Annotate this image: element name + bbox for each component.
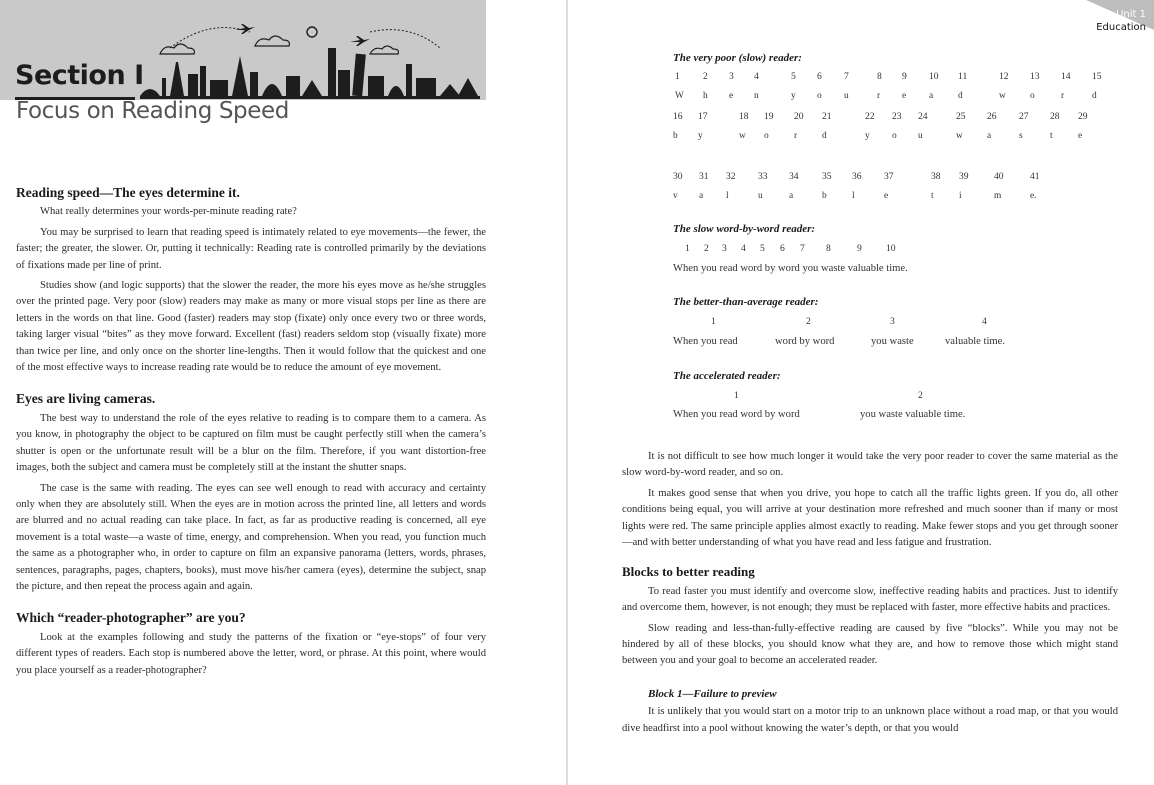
fixation-number: 32 [726,171,736,182]
fixation-letter: e [884,191,889,201]
fixation-number: 4 [754,71,759,82]
paragraph: It makes good sense that when you drive, you hope to catch all the traffic lights green. If you do, all other conditions being equal, you will arrive at your destination more refreshed and much sooner than if many or most lights were red. The same principle applies almost exactly to reading. Make fewer stops and you get through sooner—and with better understanding of what you have read and less fatigue and frustration. [622,487,1118,549]
fixation-number: 5 [760,243,765,254]
fixation-letter: b [673,131,678,141]
fixation-number: 7 [844,71,849,82]
fixation-number: 16 [673,111,683,122]
fixation-chunk: When you read [673,336,738,347]
fixation-number: 3 [890,316,895,327]
fixation-letter: h [703,91,708,101]
fixation-letter: u [758,191,763,201]
left-column-text [16,185,486,683]
fixation-chunk: valuable time. [945,336,1006,347]
fixation-number: 1 [675,71,680,82]
fixation-letter: t [931,191,934,201]
fixation-chunk: When you read word by word [673,409,800,420]
heading-blocks: Blocks to better reading [622,564,755,580]
fixation-number: 26 [987,111,997,122]
fixation-number: 10 [929,71,939,82]
fixation-letter: n [754,91,759,101]
fixation-number: 30 [673,171,683,182]
fixation-letter: e [1078,131,1083,141]
fixation-letter: y [698,131,703,141]
fixation-number: 15 [1092,71,1102,82]
fixation-number: 39 [959,171,969,182]
fixation-letter: l [726,191,729,201]
heading-block-1: Block 1—Failure to preview [648,687,777,700]
fixation-number: 23 [892,111,902,122]
fixation-letter: e. [1030,191,1037,201]
heading-eyes-cameras: Eyes are living cameras. [16,391,156,407]
fixation-letter: l [852,191,855,201]
skyline-illustration [140,18,480,100]
fixation-number: 9 [902,71,907,82]
fixation-number: 11 [958,71,968,82]
very-poor-reader-title: The very poor (slow) reader: [673,52,802,64]
fixation-number: 22 [865,111,875,122]
fixation-number: 37 [884,171,894,182]
fixation-letter: v [673,191,678,201]
fixation-letter: w [956,131,963,141]
fixation-letter: e [729,91,734,101]
fixation-number: 10 [886,243,896,254]
fixation-letter: o [1030,91,1035,101]
fixation-number: 18 [739,111,749,122]
slow-reader-title: The slow word-by-word reader: [673,223,816,235]
heading-reader-photographer: Which “reader-photographer” are you? [16,610,246,626]
fixation-letter: o [817,91,822,101]
fixation-letter: t [1050,131,1053,141]
fixation-number: 5 [791,71,796,82]
fixation-number: 36 [852,171,862,182]
paragraph: To read faster you must identify and overcome slow, ineffective reading habits and practices. Just to identify and overcome them, however, is not enough; they must be replaced with faster, more effective habits and practices. [622,585,1118,614]
fixation-number: 4 [982,316,987,327]
fixation-letter: W [675,91,684,101]
fixation-letter: a [699,191,704,201]
fixation-number: 4 [741,243,746,254]
fixation-number: 24 [918,111,928,122]
fixation-number: 1 [734,390,739,401]
fixation-number: 8 [826,243,831,254]
fixation-letter: r [794,131,798,141]
fixation-number: 27 [1019,111,1029,122]
fixation-letter: w [999,91,1006,101]
fixation-number: 3 [722,243,727,254]
fixation-number: 2 [918,390,923,401]
paragraph: What really determines your words-per-minute reading rate? [40,206,297,218]
fixation-letter: u [918,131,923,141]
right-column-text [622,449,1118,741]
fixation-letter: y [865,131,870,141]
fixation-number: 38 [931,171,941,182]
fixation-number: 9 [857,243,862,254]
fixation-letter: w [739,131,746,141]
fixation-letter: o [892,131,897,141]
fixation-number: 34 [789,171,799,182]
fixation-number: 28 [1050,111,1060,122]
unit-label: Unit 1 [1116,9,1146,20]
paragraph: It is unlikely that you would start on a motor trip to an unknown place without a road map, or that you would dive headfirst into a pool without knowing the water’s depth, or that you would [622,706,1118,734]
better-reader-title: The better-than-average reader: [673,296,819,308]
unit-subject: Education [1096,22,1146,33]
paragraph: The best way to understand the role of the eyes relative to reading is to compare them to a camera. As you know, in photography the object to be captured on film must be caught perfectly still when the camera’s shutter is open or the unfortunate result will be a blur on the film. Therefore, if you want distortion-free images, both the subject and camera must be completely still at the instant the shutter snaps. [16,412,486,474]
fixation-number: 2 [704,243,709,254]
fixation-number: 13 [1030,71,1040,82]
fixation-letter: a [789,191,794,201]
fixation-number: 31 [699,171,709,182]
fixation-number: 40 [994,171,1004,182]
fixation-letter: d [958,91,963,101]
fixation-letter: a [929,91,934,101]
paragraph: Studies show (and logic supports) that the slower the reader, the more his eyes move as he/she struggles over the printed page. Very poor (slow) readers may make as many or more visual stops per line as there are letters in the words on that line. Good (faster) readers may stop (fixate) only once every two or three words, taking larger visual “bites” as they move forward. Excellent (fast) readers seldom stop (visually fixate) more than twice per line, and only once on the shorter line-lengths. Then it would follow that the quickest and one of the most effective ways to increase reading rate would be to reduce the amount of eye movement. [16,280,486,374]
fixation-letter: d [822,131,827,141]
fixation-number: 7 [800,243,805,254]
fixation-number: 29 [1078,111,1088,122]
fixation-letter: y [791,91,796,101]
left-page [0,0,566,785]
fixation-letter: u [844,91,849,101]
paragraph: Look at the examples following and study the patterns of the fixation or “eye-stops” of four very different types of readers. Each stop is numbered above the letter, word, or phrase. At this point, where would you place yourself as a reader-photographer? [16,631,486,676]
fixation-number: 41 [1030,171,1040,182]
fixation-chunk: word by word [775,336,835,347]
fixation-letter: a [987,131,992,141]
fixation-number: 33 [758,171,768,182]
fixation-number: 1 [685,243,690,254]
fixation-number: 20 [794,111,804,122]
fixation-number: 14 [1061,71,1071,82]
paragraph: You may be surprised to learn that reading speed is intimately related to eye movements—the fewer, the faster; the greater, the slower. Or, putting it technically: Reading rate is controlled primarily by the deviations of fixations made per line of print. [16,226,486,271]
paragraph: It is not difficult to see how much longer it would take the very poor reader to cover the same material as the slow word-by-word reader, and so on. [622,451,1118,479]
section-title: Section I [15,60,144,91]
fixation-number: 8 [877,71,882,82]
section-subtitle: Focus on Reading Speed [16,98,289,124]
fixation-number: 6 [780,243,785,254]
fixation-letter: r [1061,91,1065,101]
fixation-number: 6 [817,71,822,82]
heading-reading-speed: Reading speed—The eyes determine it. [16,185,240,200]
fixation-number: 3 [729,71,734,82]
fixation-letter: i [959,191,962,201]
fixation-letter: d [1092,91,1097,101]
fixation-number: 35 [822,171,832,182]
unit-tab [1084,0,1154,42]
fixation-number: 21 [822,111,832,122]
paragraph: The case is the same with reading. The eyes can see well enough to read with accuracy and certainty only when they are absolutely still. When the eyes are in motion across the printed line, all letters and words are blurred and no actual reading can take place. In fact, as far as productive reading is concerned, all eye movement is a total waste—a waste of time, energy, and comprehension. When you read, you function much the same as a photographer who, in order to capture on film an expansive panorama (letters, words, phrases, sentences, paragraphs, pages, chapters, books), must move his/her camera (eyes), determine the subject, snap the picture, and then repeat the process again and again. [16,482,486,592]
fixation-letter: s [1019,131,1023,141]
fixation-number: 19 [764,111,774,122]
fixation-number: 12 [999,71,1009,82]
accelerated-reader-title: The accelerated reader: [673,370,781,382]
fixation-number: 1 [711,316,716,327]
fixation-letter: b [822,191,827,201]
fixation-letter: r [877,91,881,101]
fixation-letter: m [994,191,1002,201]
fixation-number: 25 [956,111,966,122]
fixation-number: 17 [698,111,708,122]
fixation-number: 2 [806,316,811,327]
fixation-letter: o [764,131,769,141]
fixation-letter: e [902,91,907,101]
fixation-chunk: you waste valuable time. [860,409,966,420]
fixation-chunk: you waste [871,336,914,347]
slow-reader-sentence: When you read word by word you waste valuable time. [673,263,908,274]
paragraph: Slow reading and less-than-fully-effective reading are caused by five “blocks”. While you may not be hindered by all of these blocks, you should know what they are, and how to remove those which might stand between you and your goal to become an accelerated reader. [622,622,1118,667]
fixation-number: 2 [703,71,708,82]
right-page [568,0,1154,785]
